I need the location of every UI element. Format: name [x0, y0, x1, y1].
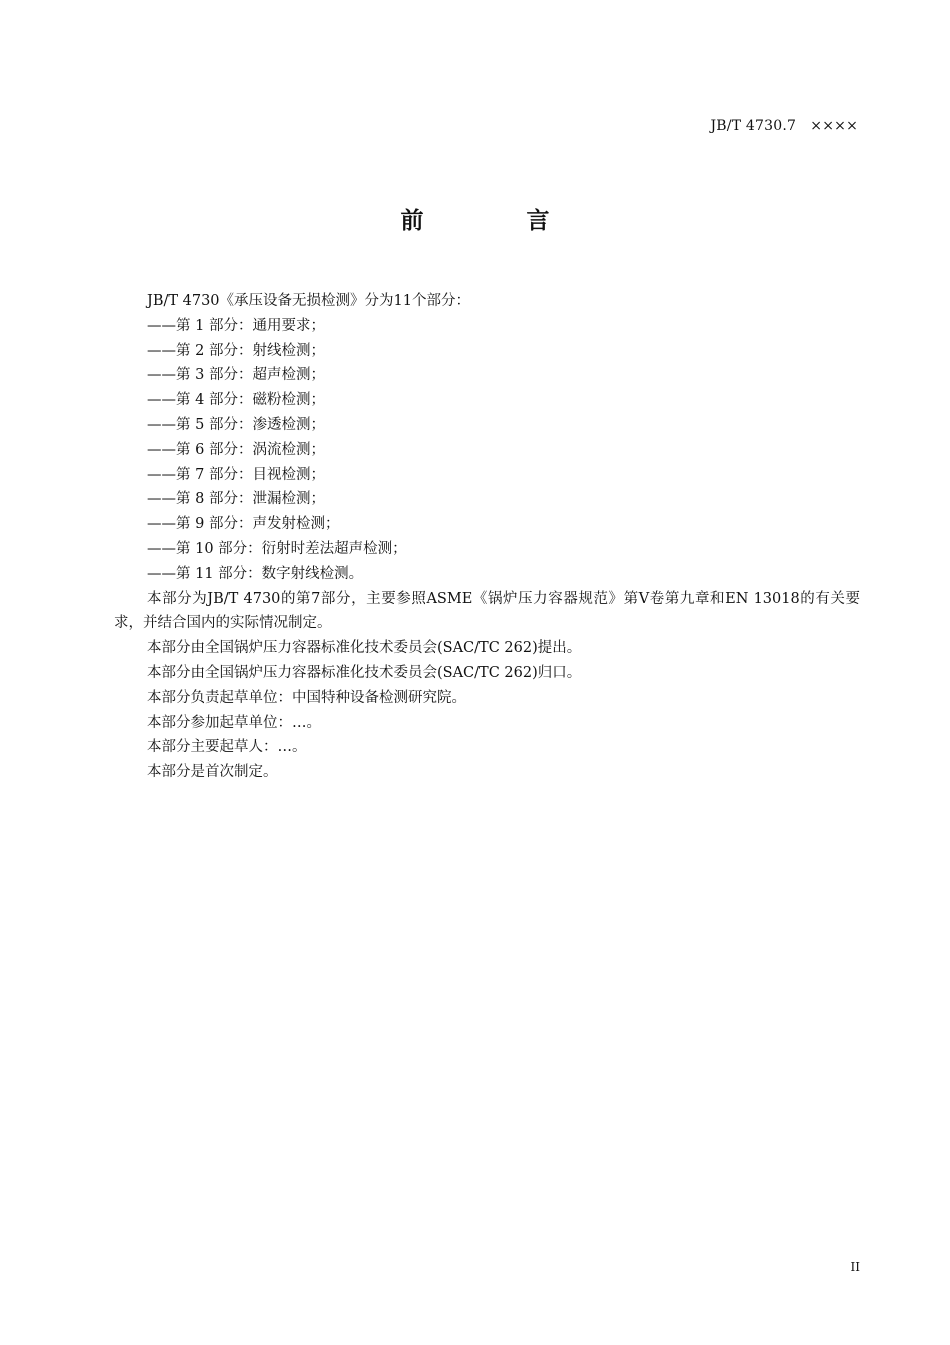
list-item: ——第 11 部分：数字射线检测。 — [147, 565, 364, 582]
intro-paragraph: JB/T 4730《承压设备无损检测》分为11个部分： — [147, 293, 470, 309]
list-item: ——第 2 部分：射线检测； — [147, 342, 325, 359]
main-drafters-paragraph: 本部分主要起草人：…。 — [147, 739, 307, 756]
list-item: ——第 7 部分：目视检测； — [147, 466, 325, 483]
list-item: ——第 8 部分：泄漏检测； — [147, 491, 325, 508]
first-edition-paragraph: 本部分是首次制定。 — [147, 764, 278, 781]
standard-code-header: JB/T 4730.7 ×××× — [710, 118, 858, 134]
administrator-paragraph: 本部分由全国锅炉压力容器标准化技术委员会(SAC/TC 262)归口。 — [147, 664, 582, 681]
page-number: II — [850, 1260, 860, 1274]
list-item: ——第 1 部分：通用要求； — [147, 317, 325, 334]
proposer-paragraph: 本部分由全国锅炉压力容器标准化技术委员会(SAC/TC 262)提出。 — [147, 640, 582, 657]
list-item: ——第 4 部分：磁粉检测； — [147, 392, 325, 409]
participating-units-paragraph: 本部分参加起草单位：…。 — [147, 714, 321, 731]
foreword-body — [114, 289, 860, 785]
parts-list — [114, 314, 860, 587]
list-item: ——第 9 部分：声发射检测； — [147, 516, 340, 533]
list-item: ——第 3 部分：超声检测； — [147, 367, 325, 384]
page-title: 前 言 — [400, 207, 590, 234]
list-item: ——第 6 部分：涡流检测； — [147, 441, 325, 458]
drafting-unit-paragraph: 本部分负责起草单位：中国特种设备检测研究院。 — [147, 689, 466, 706]
list-item: ——第 10 部分：衍射时差法超声检测； — [147, 540, 407, 557]
list-item: ——第 5 部分：渗透检测； — [147, 416, 325, 433]
reference-paragraph: 本部分为JB/T 4730的第7部分，主要参照ASME《锅炉压力容器规范》第Ⅴ卷第九章和EN 13018的有关要求，并结合国内的实际情况制定。 — [114, 590, 860, 632]
